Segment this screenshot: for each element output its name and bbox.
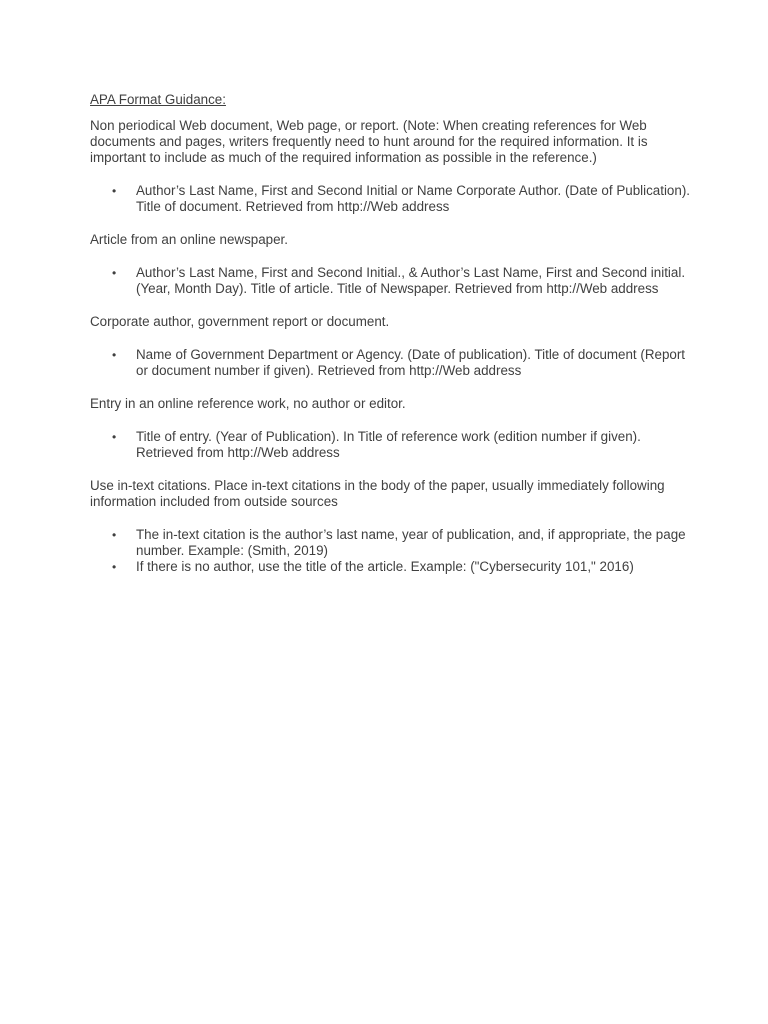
bullet-list-corporate-author — [90, 347, 690, 379]
bullet-marker: • — [112, 560, 117, 574]
list-item-text: The in-text citation is the author’s last name, year of publication, and, if appropriate, the page number. Example: (Smith, 2019) — [136, 527, 686, 558]
list-item — [90, 429, 690, 461]
list-item-text: If there is no author, use the title of the article. Example: ("Cybersecurity 101," 2016) — [136, 559, 634, 574]
bullet-list-in-text-citations — [90, 527, 690, 575]
list-item-text: Author’s Last Name, First and Second Initial., & Author’s Last Name, First and Second initial. (Year, Month Day). Title of article. Title of Newspaper. Retrieved from http://Web address — [136, 265, 686, 296]
list-item — [90, 527, 690, 559]
section-intro-reference-work: Entry in an online reference work, no author or editor. — [90, 396, 406, 411]
bullet-marker: • — [112, 184, 117, 198]
list-item — [90, 183, 690, 215]
list-item — [90, 347, 690, 379]
section-intro-corporate-author: Corporate author, government report or document. — [90, 314, 390, 329]
bullet-marker: • — [112, 528, 117, 542]
bullet-marker: • — [112, 430, 117, 444]
bullet-marker: • — [112, 266, 117, 280]
bullet-list-web-document — [90, 183, 690, 215]
section-intro-web-document: Non periodical Web document, Web page, or report. (Note: When creating references for Web documents and pages, writers frequently need to hunt around for the required information. It is important to include as much of the required information as possible in the reference.) — [90, 118, 648, 165]
list-item-text: Author’s Last Name, First and Second Initial or Name Corporate Author. (Date of Publication). Title of document. Retrieved from http://Web address — [136, 183, 691, 214]
list-item-text: Title of entry. (Year of Publication). In Title of reference work (edition number if given). Retrieved from http://Web address — [136, 429, 641, 460]
section-intro-in-text-citations: Use in-text citations. Place in-text citations in the body of the paper, usually immediately following information included from outside sources — [90, 478, 665, 509]
list-item — [90, 265, 690, 297]
list-item-text: Name of Government Department or Agency. (Date of publication). Title of document (Report or document number if given). Retrieved from http://Web address — [136, 347, 686, 378]
section-intro-online-newspaper: Article from an online newspaper. — [90, 232, 288, 247]
bullet-list-reference-work — [90, 429, 690, 461]
document-heading: APA Format Guidance: — [90, 92, 226, 107]
list-item — [90, 559, 690, 575]
bullet-marker: • — [112, 348, 117, 362]
document-page — [90, 92, 690, 575]
bullet-list-online-newspaper — [90, 265, 690, 297]
